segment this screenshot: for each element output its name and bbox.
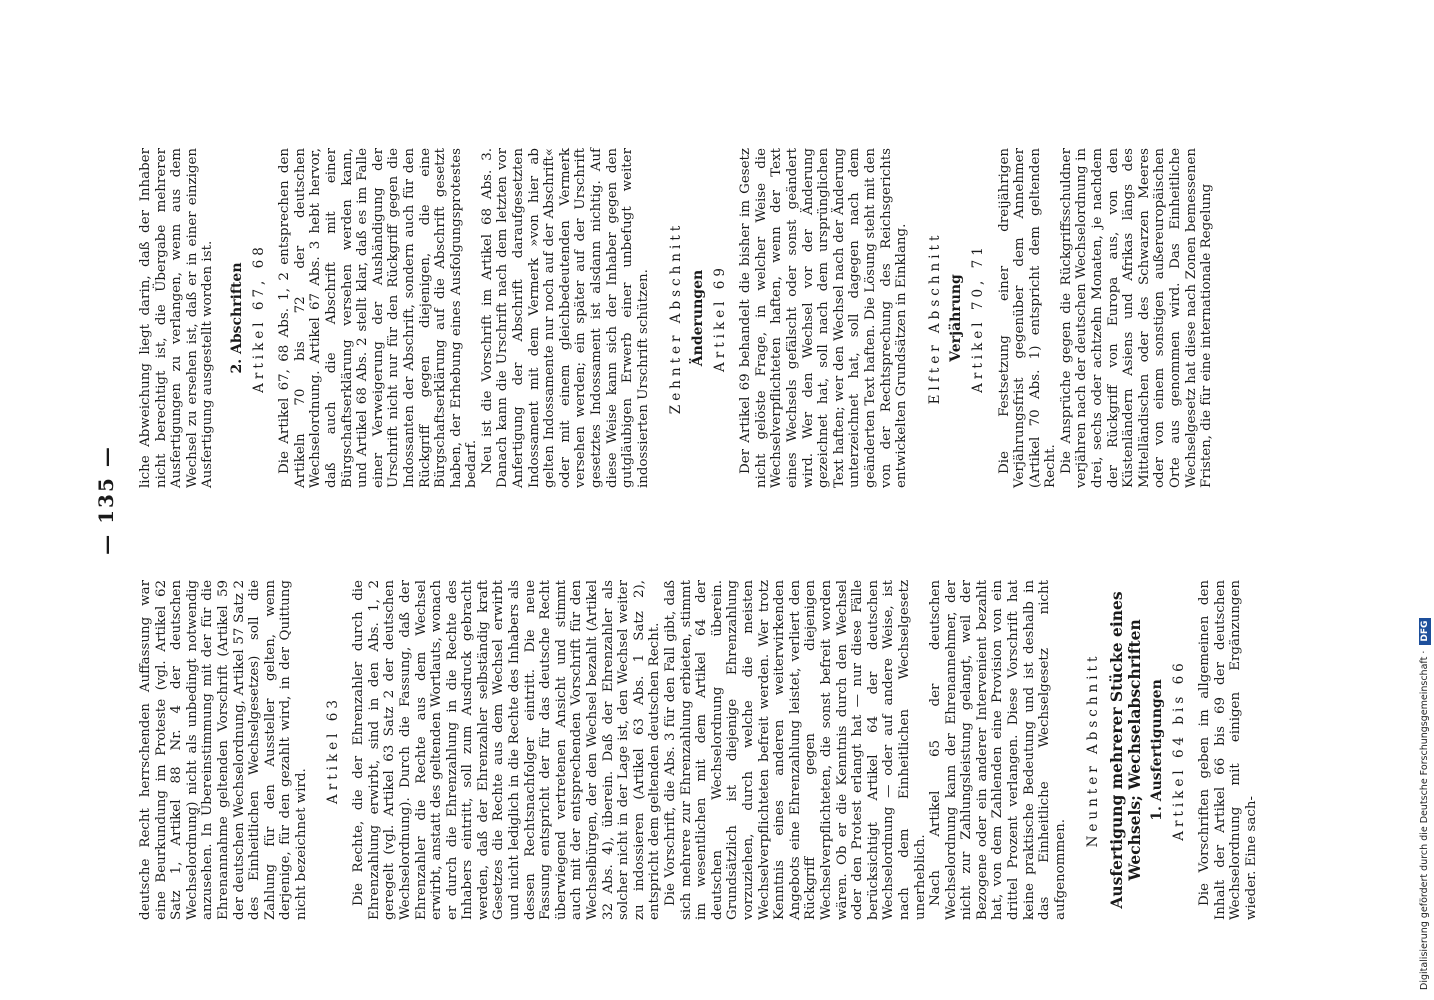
section-heading: Artikel 67, 68 [250,243,267,393]
chapter-heading: Neunter Abschnitt [1085,652,1102,848]
chapter-title: Ausfertigung mehrerer Stücke eines Wechsels; Wechselabschriften [1107,591,1145,909]
chapter-title: Änderungen [690,269,706,367]
paragraph: Die Artikel 67, 68 Abs. 1, 2 entsprechen den Artikeln 70 bis 72 der deutschen Wechselordnung. Artikel 67 Abs. 3 hebt hervor, daß auch die Abschrift mit einer Bürgschaftserklärung versehen werden kann, und Artikel 68 Abs. 2 stellt klar, daß es im Falle einer Verweigerung der Aushändigung der Urschrift nicht nur für den Rückgriff gegen die Indossanten der Abschrift, sondern auch für den Rückgriff gegen diejenigen, die eine Bürgschaftserklärung auf die Abschrift gesetzt haben, der Erhebung eines Ausfolgungsprotestes bedarf. [277,148,480,488]
rotated-page-content [88,60,1348,940]
paragraph: liche Abweichung liegt darin, daß der Inhaber nicht berechtigt ist, die Übergabe mehrerer Ausfertigungen zu verlangen, wenn aus dem Wechsel zu ersehen ist, daß er in einer einzigen Ausfertigung ausgestellt worden ist. [138,148,216,488]
dfg-logo: DFG [1419,618,1431,645]
left-column [138,580,1260,920]
paragraph: Nach Artikel 65 der deutschen Wechselordnung kann der Ehrenannehmer, der nicht zur Zahlungsleistung gelangt, weil der Bezogene oder ein anderer Intervenient bezahlt hat, von dem Zahlenden eine Provision von ein drittel Prozent verlangen. Diese Vorschrift hat keine praktische Bedeutung und ist deshalb in das Einheitliche Wechselgesetz nicht aufgenommen. [928,580,1068,920]
subsection-heading: 1. Ausfertigungen [1149,679,1166,821]
section-heading: Artikel 63 [324,696,341,804]
page-number: — 135 — [94,445,118,555]
section-heading: Artikel 64 bis 66 [1170,659,1187,841]
section-heading: Artikel 69 [711,264,728,372]
chapter-title: Verjährung [948,274,965,362]
paragraph: Die Rechte, die der Ehrenzahler durch die Ehrenzahlung erwirbt, sind in den Abs. 1, 2 geregelt (vgl. Artikel 63 Satz 2 der deutschen Wechselordnung). Durch die Fassung, daß der Ehrenzahler die Rechte aus dem Wechsel erwirbt, anstatt des geltenden Wortlauts, wonach er durch die Ehrenzahlung in die Rechte des Inhabers eintritt, soll zum Ausdruck gebracht werden, daß der Ehrenzahler selbständig kraft Gesetzes die Rechte aus dem Wechsel erwirbt und nicht lediglich in die Rechte des Inhabers als dessen Rechtsnachfolger eintritt. Die neue Fassung entspricht der für das deutsche Recht überwiegend vertretenen Ansicht und stimmt auch mit der entsprechenden Vorschrift für den Wechselbürgen, der den Wechsel bezahlt (Artikel 32 Abs. 4), überein. Daß der Ehrenzahler als solcher nicht in der Lage ist, den Wechsel weiter zu indossieren (Artikel 63 Abs. 1 Satz 2), entspricht dem geltenden deutschen Recht. [351,580,663,920]
paragraph: deutsche Recht herrschenden Auffassung war eine Beurkundung im Proteste (vgl. Artikel 62 Satz 1, Artikel 88 Nr. 4 der deutschen Wechselordnung) nicht als unbedingt notwendig anzusehen. In Übereinstimmung mit der für die Ehrenannahme geltenden Vorschrift (Artikel 59 der deutschen Wechselordnung, Artikel 57 Satz 2 des Einheitlichen Wechselgesetzes) soll die Zahlung für den Aussteller gelten, wenn derjenige, für den gezahlt wird, in der Quittung nicht bezeichnet wird. [138,580,309,920]
paragraph: Die Vorschrift, die Abs. 3 für den Fall gibt, daß sich mehrere zur Ehrenzahlung erbieten, stimmt im wesentlichen mit dem Artikel 64 der deutschen Wechselordnung überein. Grundsätzlich ist diejenige Ehrenzahlung vorzuziehen, durch welche die meisten Wechselverpflichteten befreit werden. Wer trotz Kenntnis eines anderen weiterwirkenden Angebots eine Ehrenzahlung leistet, verliert den Rückgriff gegen diejenigen Wechselverpflichteten, die sonst befreit worden wären. Ob er die Kenntnis durch den Wechsel oder den Protest erlangt hat — nur diese Fälle berücksichtigt Artikel 64 der deutschen Wechselordnung — oder auf andere Weise, ist nach dem Einheitlichen Wechselgesetz unerheblich. [663,580,928,920]
paragraph: Die Festsetzung einer dreijährigen Verjährungsfrist gegenüber dem Annehmer (Artikel 70 Abs. 1) entspricht dem geltenden Recht. [996,148,1059,488]
subsection-heading: 2. Abschriften [228,262,245,374]
digitization-credit [1418,0,1432,990]
paragraph: Neu ist die Vorschrift im Artikel 68 Abs. 3. Danach kann die Urschrift nach dem letzten vor Anfertigung der Abschrift daraufgesetzten Indossament mit dem Vermerk »von hier ab gelten Indossamente nur noch auf der Abschrift« oder mit einem gleichbedeutenden Vermerk versehen werden; ein später auf der Urschrift gesetztes Indossament ist alsdann nichtig. Auf diese Weise kann sich der Inhaber gegen den gutgläubigen Erwerb einer unbefugt weiter indossierten Urschrift schützen. [479,148,651,488]
paragraph: Die Vorschriften geben im allgemeinen den Inhalt der Artikel 66 bis 69 der deutschen Wechselordnung mit einigen Ergänzungen wieder. Eine sach- [1197,580,1259,920]
chapter-heading: Zehnter Abschnitt [668,221,685,415]
credit-text: Digitalisierung gefördert durch die Deutsche Forschungsgemeinschaft · [1419,650,1430,990]
section-heading: Artikel 70, 71 [969,243,986,393]
paragraph: Die Ansprüche gegen die Rückgriffsschuldner verjähren nach der deutschen Wechselordnung in drei, sechs oder achtzehn Monaten, je nachdem der Rückgriff von Europa aus, von den Küstenländern Asiens und Afrikas längs des Mittelländischen oder des Schwarzen Meeres oder von einem sonstigen außereuropäischen Orte aus genommen wird. Das Einheitliche Wechselgesetz hat diese nach Zonen bemessenen Fristen, die für eine internationale Regelung [1058,148,1215,488]
chapter-heading: Elfter Abschnitt [926,231,943,405]
right-column [138,148,1215,488]
paragraph: Der Artikel 69 behandelt die bisher im Gesetz nicht gelöste Frage, in welcher Weise die Wechselverpflichteten haften, wenn der Text eines Wechsels gefälscht oder sonst geändert wird. Wer den Wechsel vor der Änderung gezeichnet hat, soll nach dem ursprünglichen Text haften; wer den Wechsel nach der Änderung unterzeichnet hat, soll dagegen nach dem geänderten Text haften. Die Lösung steht mit den von der Rechtsprechung des Reichsgerichts entwickelten Grundsätzen in Einklang. [738,148,910,488]
